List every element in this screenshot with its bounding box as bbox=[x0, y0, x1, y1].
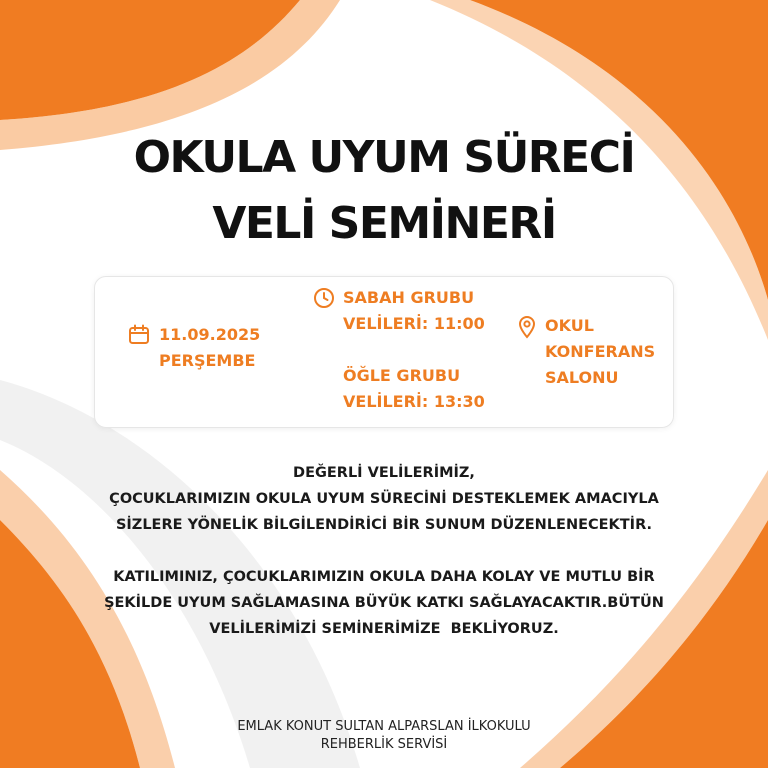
event-info-card bbox=[94, 276, 674, 428]
clock-icon bbox=[313, 287, 335, 309]
school-name: EMLAK KONUT SULTAN ALPARSLAN İLKOKULU bbox=[237, 719, 531, 734]
paragraph-1-line-2: ÇOCUKLARIMIZIN OKULA UYUM SÜRECİNİ DESTEKLEMEK AMACIYLA bbox=[109, 491, 659, 507]
place-line3: SALONU bbox=[545, 368, 619, 387]
event-day: PERŞEMBE bbox=[159, 351, 256, 370]
morning-group-label: SABAH GRUBU bbox=[343, 288, 475, 307]
invitation-paragraph-2 bbox=[0, 564, 768, 642]
department-name: REHBERLİK SERVİSİ bbox=[320, 737, 448, 752]
invitation-paragraph-1 bbox=[0, 460, 768, 538]
calendar-icon bbox=[128, 324, 150, 346]
event-date-block bbox=[159, 322, 260, 374]
page-title-line1: OKULA UYUM SÜRECİ bbox=[133, 132, 635, 183]
place-line2: KONFERANS bbox=[545, 342, 656, 361]
event-date: 11.09.2025 bbox=[159, 325, 261, 344]
noon-group-hour: VELİLERİ: 13:30 bbox=[343, 392, 485, 411]
paragraph-2-line-3: VELİLERİMİZİ SEMİNERİMİZE BEKLİYORUZ. bbox=[209, 621, 559, 637]
paragraph-2-line-1: KATILIMINIZ, ÇOCUKLARIMIZIN OKULA DAHA KOLAY VE MUTLU BİR bbox=[113, 569, 655, 585]
morning-group-time bbox=[343, 285, 485, 337]
map-pin-icon bbox=[517, 315, 537, 339]
school-signature bbox=[0, 718, 768, 754]
paragraph-1-line-3: SİZLERE YÖNELİK BİLGİLENDİRİCİ BİR SUNUM DÜZENLENECEKTİR. bbox=[115, 517, 653, 533]
greeting-line: DEĞERLİ VELİLERİMİZ, bbox=[293, 465, 475, 481]
noon-group-time bbox=[343, 363, 485, 415]
noon-group-label: ÖĞLE GRUBU bbox=[343, 366, 461, 385]
paragraph-2-line-2: ŞEKİLDE UYUM SAĞLAMASINA BÜYÜK KATKI SAĞLAYACAKTIR.BÜTÜN bbox=[104, 595, 664, 611]
place-line1: OKUL bbox=[545, 316, 594, 335]
event-place bbox=[545, 313, 655, 391]
morning-group-hour: VELİLERİ: 11:00 bbox=[343, 314, 485, 333]
page-title-line2: VELİ SEMİNERİ bbox=[212, 198, 556, 249]
